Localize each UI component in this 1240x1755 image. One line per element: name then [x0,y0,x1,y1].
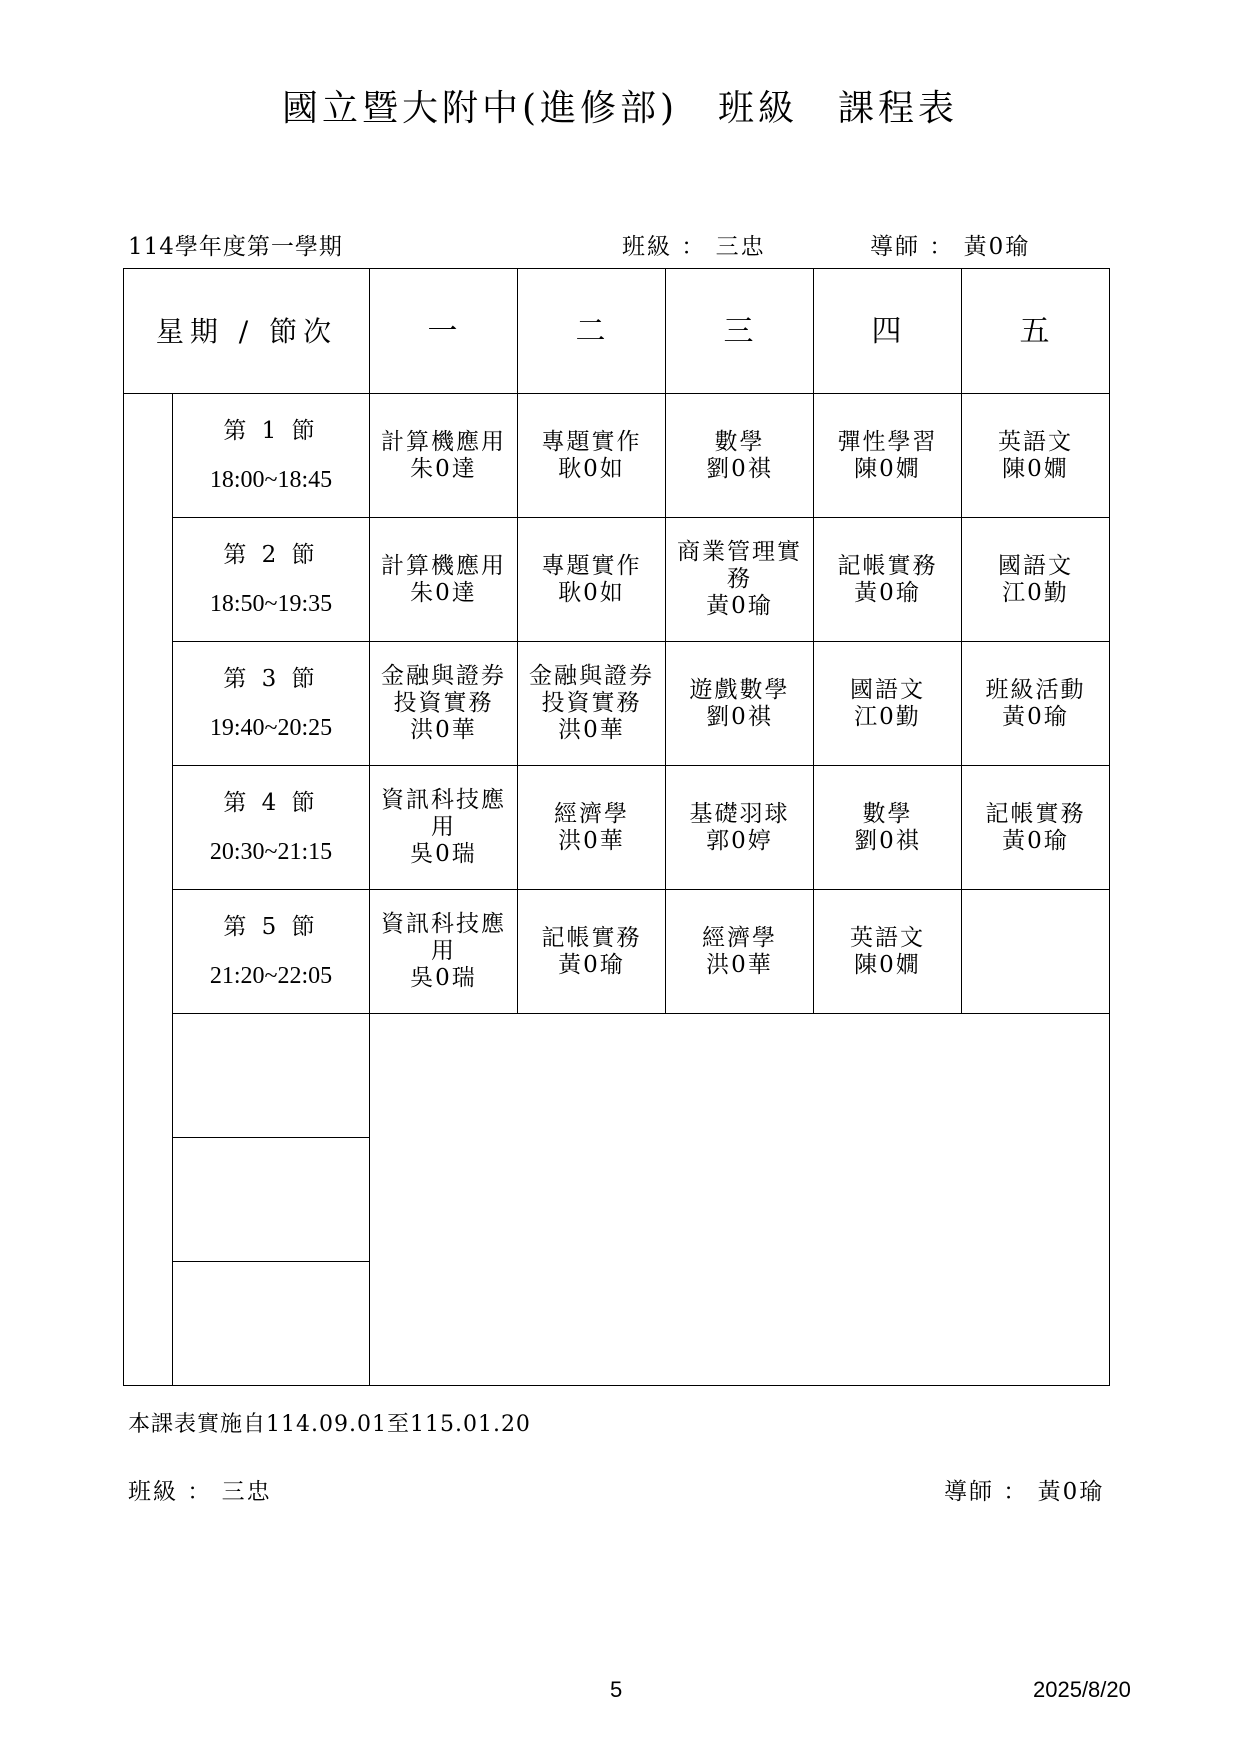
day-header: 二 [518,269,666,394]
class-cell [666,890,814,1014]
blank-area [370,1014,1110,1386]
effective-period-note: 本課表實施自114.09.01至115.01.20 [128,1412,531,1437]
header-row [124,269,1110,394]
class-cell [370,766,518,890]
period-row [124,642,1110,766]
class-cell [518,394,666,518]
class-cell [370,642,518,766]
course-teacher: 黃0瑜 [706,593,773,619]
class-cell [962,766,1110,890]
class-cell [370,890,518,1014]
period-time: 19:40~20:25 [209,714,333,741]
course-name: 資訊科技應用 [381,911,506,964]
term-label: 114學年度第一學期 [128,234,343,260]
day-header: 三 [666,269,814,394]
period-row [124,394,1110,518]
course-name: 記帳實務 [541,924,642,951]
day-header: 一 [370,269,518,394]
course-name: 計算機應用 [381,552,506,579]
course-name: 商業管理實務 [677,539,802,592]
class-cell [666,518,814,642]
course-teacher: 江0勤 [1002,579,1069,606]
period-row [124,518,1110,642]
period-cell [173,642,370,766]
period-cell [173,518,370,642]
period-time: 20:30~21:15 [209,838,333,865]
course-teacher: 洪0華 [410,717,477,743]
period-row [124,766,1110,890]
course-name: 專題實作 [541,428,642,455]
class-cell [518,766,666,890]
period-cell [173,394,370,518]
course-name: 彈性學習 [837,428,938,455]
course-teacher: 劉0祺 [854,827,921,854]
class-cell [814,890,962,1014]
course-teacher: 黃0瑜 [1002,827,1069,854]
course-teacher: 黃0瑜 [1002,703,1069,730]
course-teacher: 黃0瑜 [854,579,921,606]
side-strip [124,394,173,1386]
empty-period-cell [173,1014,370,1138]
schedule-table [123,268,1110,1386]
period-row [124,890,1110,1014]
period-name: 第 4 節 [223,789,319,816]
class-label: 班級 ： 三忠 [622,234,766,260]
class-cell [518,642,666,766]
course-teacher: 郭0婷 [706,827,773,854]
course-teacher: 劉0祺 [706,455,773,482]
course-name: 基礎羽球 [689,800,790,827]
period-name: 第 5 節 [223,913,319,940]
day-header: 四 [814,269,962,394]
empty-period-cell [173,1138,370,1262]
course-name: 記帳實務 [985,800,1086,827]
course-teacher: 朱0達 [410,455,477,482]
class-cell [518,518,666,642]
footer-teacher-label: 導師 ： 黃0瑜 [944,1479,1105,1505]
period-name: 第 1 節 [223,417,319,444]
teacher-label: 導師 ： 黃0瑜 [870,234,1031,260]
course-teacher: 朱0達 [410,579,477,606]
class-cell [962,890,1110,1014]
course-teacher: 劉0祺 [706,703,773,730]
course-name: 計算機應用 [381,428,506,455]
course-name: 記帳實務 [837,552,938,579]
course-name: 經濟學 [702,924,777,951]
course-teacher: 洪0華 [706,951,773,978]
day-header: 五 [962,269,1110,394]
course-name: 金融與證券投資實務 [529,663,654,716]
course-name: 資訊科技應用 [381,787,506,840]
class-cell [814,518,962,642]
period-time: 18:00~18:45 [209,466,333,493]
class-cell [814,766,962,890]
class-cell [962,642,1110,766]
page-number: 5 [610,1677,623,1702]
empty-period-cell [173,1262,370,1386]
period-cell [173,890,370,1014]
period-cell [173,766,370,890]
course-teacher: 洪0華 [558,717,625,743]
course-name: 數學 [862,800,913,827]
page-title: 國立暨大附中(進修部) 班級 課程表 [281,88,959,129]
period-time: 21:20~22:05 [209,962,333,989]
course-name: 遊戲數學 [689,676,790,703]
class-cell [666,394,814,518]
period-time: 18:50~19:35 [209,590,333,617]
course-teacher: 洪0華 [558,827,625,854]
course-name: 數學 [714,428,765,455]
class-cell [370,518,518,642]
course-teacher: 江0勤 [854,703,921,730]
course-teacher: 吳0瑞 [410,841,477,867]
course-name: 班級活動 [985,676,1086,703]
course-teacher: 黃0瑜 [558,951,625,978]
course-name: 國語文 [998,552,1073,579]
class-cell [666,766,814,890]
course-name: 經濟學 [554,800,629,827]
class-cell [814,642,962,766]
print-date: 2025/8/20 [1033,1677,1131,1702]
class-cell [666,642,814,766]
course-name: 金融與證券投資實務 [381,663,506,716]
class-cell [962,518,1110,642]
class-cell [518,890,666,1014]
course-name: 英語文 [850,924,925,951]
course-teacher: 陳0嫺 [854,455,921,482]
footer-class-label: 班級 ： 三忠 [128,1479,272,1505]
course-name: 英語文 [998,428,1073,455]
class-cell [814,394,962,518]
period-name: 第 3 節 [223,665,319,692]
course-teacher: 吳0瑞 [410,965,477,991]
course-teacher: 陳0嫺 [854,951,921,978]
course-teacher: 陳0嫺 [1002,455,1069,482]
course-teacher: 耿0如 [558,579,625,606]
course-name: 國語文 [850,676,925,703]
header-corner: 星期 / 節次 [124,269,370,394]
course-teacher: 耿0如 [558,455,625,482]
empty-row [124,1014,1110,1138]
class-cell [370,394,518,518]
course-name: 專題實作 [541,552,642,579]
class-cell [962,394,1110,518]
period-name: 第 2 節 [223,541,319,568]
